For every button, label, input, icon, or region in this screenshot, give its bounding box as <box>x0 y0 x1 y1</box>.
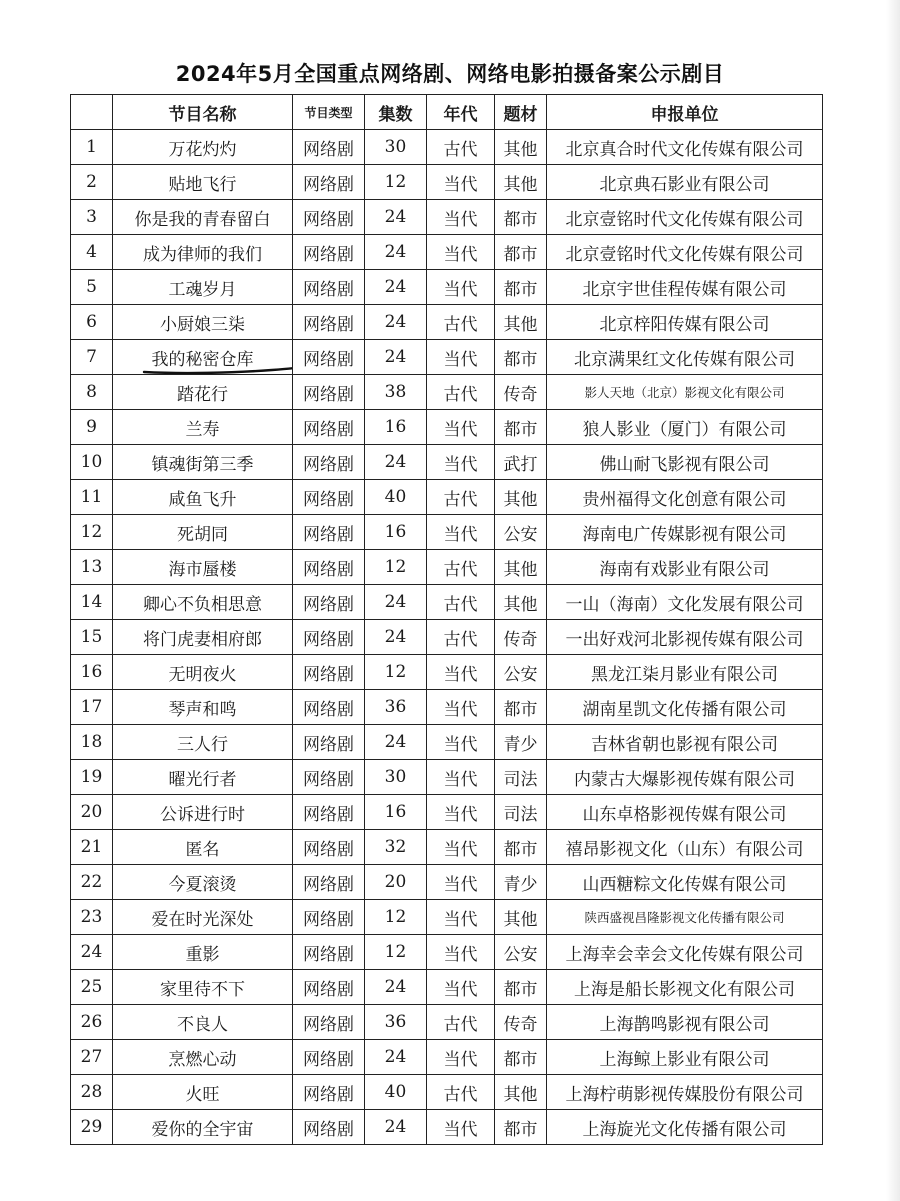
table-row <box>71 865 823 900</box>
cell-name <box>113 830 293 865</box>
cell-company: 吉林省朝也影视有限公司 <box>547 725 823 760</box>
cell-company: 北京梓阳传媒有限公司 <box>547 305 823 340</box>
header-episodes: 集数 <box>365 95 427 130</box>
cell-name <box>113 655 293 690</box>
cell-name <box>113 550 293 585</box>
cell-company: 狼人影业（厦门）有限公司 <box>547 410 823 445</box>
cell-genre: 都市 <box>495 970 547 1005</box>
cell-type: 网络剧 <box>293 1110 365 1145</box>
cell-name <box>113 900 293 935</box>
table-row <box>71 1075 823 1110</box>
table-row <box>71 585 823 620</box>
cell-era: 古代 <box>427 585 495 620</box>
cell-name <box>113 935 293 970</box>
cell-name <box>113 795 293 830</box>
cell-episodes: 12 <box>365 900 427 935</box>
table-row <box>71 340 823 375</box>
table-row <box>71 480 823 515</box>
cell-type: 网络剧 <box>293 970 365 1005</box>
cell-era: 当代 <box>427 200 495 235</box>
cell-era: 当代 <box>427 970 495 1005</box>
cell-index: 21 <box>71 830 113 865</box>
cell-name <box>113 865 293 900</box>
cell-index: 7 <box>71 340 113 375</box>
table-row <box>71 760 823 795</box>
cell-company: 一出好戏河北影视传媒有限公司 <box>547 620 823 655</box>
cell-episodes: 12 <box>365 655 427 690</box>
cell-type: 网络剧 <box>293 340 365 375</box>
cell-genre: 传奇 <box>495 620 547 655</box>
cell-episodes: 24 <box>365 340 427 375</box>
table-row <box>71 165 823 200</box>
title-text: 小厨娘三柒 <box>160 314 245 335</box>
cell-episodes: 24 <box>365 1110 427 1145</box>
cell-episodes: 38 <box>365 375 427 410</box>
cell-type: 网络剧 <box>293 935 365 970</box>
cell-episodes: 12 <box>365 935 427 970</box>
cell-company: 上海旋光文化传播有限公司 <box>547 1110 823 1145</box>
cell-episodes: 16 <box>365 795 427 830</box>
cell-era: 古代 <box>427 130 495 165</box>
cell-index: 2 <box>71 165 113 200</box>
cell-episodes: 12 <box>365 550 427 585</box>
table-row <box>71 550 823 585</box>
cell-name <box>113 480 293 515</box>
title-text: 无明夜火 <box>168 664 237 685</box>
title-text: 爱你的全宇宙 <box>151 1119 254 1140</box>
cell-name <box>113 970 293 1005</box>
title-text: 万花灼灼 <box>168 139 237 160</box>
cell-episodes: 24 <box>365 585 427 620</box>
table-row <box>71 445 823 480</box>
table-row <box>71 620 823 655</box>
cell-name <box>113 1075 293 1110</box>
cell-index: 20 <box>71 795 113 830</box>
cell-name <box>113 760 293 795</box>
cell-name <box>113 725 293 760</box>
cell-type: 网络剧 <box>293 830 365 865</box>
table-row <box>71 830 823 865</box>
cell-name <box>113 620 293 655</box>
cell-era: 当代 <box>427 165 495 200</box>
cell-type: 网络剧 <box>293 725 365 760</box>
cell-index: 22 <box>71 865 113 900</box>
cell-index: 1 <box>71 130 113 165</box>
title-text: 曜光行者 <box>168 769 237 790</box>
title-text: 今夏滚烫 <box>168 874 237 895</box>
cell-episodes: 24 <box>365 305 427 340</box>
cell-company: 湖南星凯文化传播有限公司 <box>547 690 823 725</box>
table-row <box>71 235 823 270</box>
cell-genre: 其他 <box>495 585 547 620</box>
cell-episodes: 16 <box>365 410 427 445</box>
cell-type: 网络剧 <box>293 655 365 690</box>
cell-index: 16 <box>71 655 113 690</box>
cell-company: 北京典石影业有限公司 <box>547 165 823 200</box>
cell-company: 陕西盛视昌隆影视文化传播有限公司 <box>547 900 823 935</box>
title-text: 将门虎妻相府郎 <box>143 629 262 650</box>
cell-index: 9 <box>71 410 113 445</box>
cell-name <box>113 270 293 305</box>
cell-type: 网络剧 <box>293 900 365 935</box>
cell-name <box>113 340 293 375</box>
cell-index: 12 <box>71 515 113 550</box>
cell-genre: 都市 <box>495 1040 547 1075</box>
title-text: 我的秘密仓库 <box>152 345 254 370</box>
cell-episodes: 20 <box>365 865 427 900</box>
title-text: 家里待不下 <box>160 979 245 1000</box>
cell-company: 佛山耐飞影视有限公司 <box>547 445 823 480</box>
cell-era: 当代 <box>427 655 495 690</box>
cell-genre: 青少 <box>495 725 547 760</box>
cell-index: 17 <box>71 690 113 725</box>
cell-name <box>113 515 293 550</box>
cell-type: 网络剧 <box>293 1005 365 1040</box>
cell-name <box>113 165 293 200</box>
cell-type: 网络剧 <box>293 620 365 655</box>
cell-company: 内蒙古大爆影视传媒有限公司 <box>547 760 823 795</box>
cell-era: 古代 <box>427 1005 495 1040</box>
cell-company: 北京宇世佳程传媒有限公司 <box>547 270 823 305</box>
cell-index: 4 <box>71 235 113 270</box>
cell-company: 北京壹铭时代文化传媒有限公司 <box>547 235 823 270</box>
table-row <box>71 795 823 830</box>
cell-episodes: 24 <box>365 270 427 305</box>
cell-era: 当代 <box>427 1040 495 1075</box>
cell-company: 山西糖粽文化传媒有限公司 <box>547 865 823 900</box>
cell-genre: 青少 <box>495 865 547 900</box>
table-body <box>71 130 823 1145</box>
cell-genre: 其他 <box>495 550 547 585</box>
cell-name <box>113 1005 293 1040</box>
cell-index: 24 <box>71 935 113 970</box>
title-text: 爱在时光深处 <box>151 909 254 930</box>
cell-name <box>113 585 293 620</box>
cell-index: 3 <box>71 200 113 235</box>
cell-type: 网络剧 <box>293 200 365 235</box>
cell-type: 网络剧 <box>293 445 365 480</box>
cell-index: 10 <box>71 445 113 480</box>
cell-era: 当代 <box>427 900 495 935</box>
cell-index: 25 <box>71 970 113 1005</box>
cell-name <box>113 690 293 725</box>
cell-type: 网络剧 <box>293 305 365 340</box>
cell-era: 当代 <box>427 410 495 445</box>
cell-episodes: 30 <box>365 130 427 165</box>
cell-index: 14 <box>71 585 113 620</box>
cell-genre: 都市 <box>495 1110 547 1145</box>
cell-type: 网络剧 <box>293 1040 365 1075</box>
cell-company: 上海鹊鸣影视有限公司 <box>547 1005 823 1040</box>
cell-episodes: 32 <box>365 830 427 865</box>
table-row <box>71 970 823 1005</box>
cell-type: 网络剧 <box>293 165 365 200</box>
cell-company: 上海柠萌影视传媒股份有限公司 <box>547 1075 823 1110</box>
title-text: 三人行 <box>177 734 228 755</box>
cell-company: 海南有戏影业有限公司 <box>547 550 823 585</box>
table-row <box>71 200 823 235</box>
cell-type: 网络剧 <box>293 585 365 620</box>
cell-genre: 公安 <box>495 935 547 970</box>
cell-episodes: 12 <box>365 165 427 200</box>
filing-table <box>70 94 823 1145</box>
table-row <box>71 935 823 970</box>
title-text: 死胡同 <box>177 524 228 545</box>
cell-type: 网络剧 <box>293 270 365 305</box>
cell-era: 古代 <box>427 375 495 410</box>
cell-genre: 其他 <box>495 165 547 200</box>
cell-name <box>113 200 293 235</box>
title-text: 成为律师的我们 <box>143 244 262 265</box>
cell-genre: 都市 <box>495 830 547 865</box>
cell-era: 当代 <box>427 760 495 795</box>
table-row <box>71 375 823 410</box>
cell-type: 网络剧 <box>293 795 365 830</box>
cell-index: 5 <box>71 270 113 305</box>
cell-index: 11 <box>71 480 113 515</box>
cell-genre: 都市 <box>495 340 547 375</box>
cell-era: 当代 <box>427 935 495 970</box>
title-text: 烹燃心动 <box>168 1049 237 1070</box>
cell-index: 28 <box>71 1075 113 1110</box>
table-row <box>71 270 823 305</box>
cell-genre: 其他 <box>495 1075 547 1110</box>
cell-genre: 其他 <box>495 130 547 165</box>
cell-era: 当代 <box>427 865 495 900</box>
header-index <box>71 95 113 130</box>
cell-company: 禧昂影视文化（山东）有限公司 <box>547 830 823 865</box>
cell-genre: 公安 <box>495 515 547 550</box>
cell-episodes: 24 <box>365 200 427 235</box>
cell-episodes: 16 <box>365 515 427 550</box>
page-edge-shadow <box>886 0 900 1201</box>
cell-era: 当代 <box>427 340 495 375</box>
title-text: 咸鱼飞升 <box>168 489 237 510</box>
cell-genre: 都市 <box>495 410 547 445</box>
header-genre: 题材 <box>495 95 547 130</box>
cell-index: 13 <box>71 550 113 585</box>
title-text: 火旺 <box>185 1084 220 1105</box>
header-company: 申报单位 <box>547 95 823 130</box>
cell-genre: 都市 <box>495 690 547 725</box>
cell-genre: 公安 <box>495 655 547 690</box>
cell-episodes: 30 <box>365 760 427 795</box>
cell-index: 23 <box>71 900 113 935</box>
cell-era: 古代 <box>427 1075 495 1110</box>
cell-era: 当代 <box>427 270 495 305</box>
cell-era: 当代 <box>427 445 495 480</box>
cell-index: 6 <box>71 305 113 340</box>
table-row <box>71 410 823 445</box>
table-row <box>71 1040 823 1075</box>
cell-type: 网络剧 <box>293 410 365 445</box>
header-name: 节目名称 <box>113 95 293 130</box>
title-text: 兰寿 <box>185 419 220 440</box>
cell-index: 15 <box>71 620 113 655</box>
title-text: 不良人 <box>177 1014 228 1035</box>
cell-name <box>113 445 293 480</box>
cell-company: 北京真合时代文化传媒有限公司 <box>547 130 823 165</box>
cell-company: 上海幸会幸会文化传媒有限公司 <box>547 935 823 970</box>
cell-genre: 都市 <box>495 200 547 235</box>
cell-era: 古代 <box>427 620 495 655</box>
cell-company: 海南电广传媒影视有限公司 <box>547 515 823 550</box>
cell-era: 当代 <box>427 830 495 865</box>
title-text: 贴地飞行 <box>168 174 237 195</box>
cell-genre: 其他 <box>495 900 547 935</box>
title-text: 卿心不负相思意 <box>143 594 262 615</box>
cell-name <box>113 1110 293 1145</box>
cell-episodes: 40 <box>365 480 427 515</box>
cell-genre: 司法 <box>495 760 547 795</box>
cell-type: 网络剧 <box>293 865 365 900</box>
cell-company: 贵州福得文化创意有限公司 <box>547 480 823 515</box>
cell-type: 网络剧 <box>293 480 365 515</box>
cell-era: 当代 <box>427 235 495 270</box>
handwritten-underline-mark <box>142 364 293 375</box>
cell-type: 网络剧 <box>293 550 365 585</box>
title-text: 琴声和鸣 <box>168 699 237 720</box>
cell-episodes: 24 <box>365 445 427 480</box>
cell-genre: 司法 <box>495 795 547 830</box>
table-row <box>71 900 823 935</box>
cell-era: 古代 <box>427 550 495 585</box>
cell-episodes: 24 <box>365 725 427 760</box>
cell-name <box>113 410 293 445</box>
table-row <box>71 515 823 550</box>
cell-episodes: 36 <box>365 690 427 725</box>
cell-genre: 传奇 <box>495 375 547 410</box>
cell-episodes: 24 <box>365 235 427 270</box>
cell-index: 19 <box>71 760 113 795</box>
cell-index: 18 <box>71 725 113 760</box>
cell-company: 北京满果红文化传媒有限公司 <box>547 340 823 375</box>
cell-genre: 武打 <box>495 445 547 480</box>
table-row <box>71 305 823 340</box>
cell-type: 网络剧 <box>293 375 365 410</box>
cell-company: 上海是船长影视文化有限公司 <box>547 970 823 1005</box>
cell-era: 当代 <box>427 515 495 550</box>
cell-index: 27 <box>71 1040 113 1075</box>
cell-type: 网络剧 <box>293 760 365 795</box>
cell-era: 古代 <box>427 305 495 340</box>
title-text: 海市蜃楼 <box>168 559 237 580</box>
cell-index: 8 <box>71 375 113 410</box>
header-type: 节目类型 <box>293 95 365 130</box>
cell-name <box>113 1040 293 1075</box>
cell-name <box>113 235 293 270</box>
cell-era: 古代 <box>427 480 495 515</box>
title-text: 公诉进行时 <box>160 804 245 825</box>
table-row <box>71 1110 823 1145</box>
cell-episodes: 24 <box>365 1040 427 1075</box>
cell-index: 26 <box>71 1005 113 1040</box>
cell-company: 上海鲸上影业有限公司 <box>547 1040 823 1075</box>
cell-name <box>113 130 293 165</box>
cell-era: 当代 <box>427 1110 495 1145</box>
title-text: 你是我的青春留白 <box>134 209 271 230</box>
title-text: 重影 <box>185 944 220 965</box>
page-title: 2024年5月全国重点网络剧、网络电影拍摄备案公示剧目 <box>175 62 725 86</box>
cell-name <box>113 305 293 340</box>
title-text: 镇魂街第三季 <box>151 454 254 475</box>
cell-company: 一山（海南）文化发展有限公司 <box>547 585 823 620</box>
cell-episodes: 40 <box>365 1075 427 1110</box>
table-row <box>71 1005 823 1040</box>
title-text: 踏花行 <box>177 384 228 405</box>
cell-genre: 都市 <box>495 235 547 270</box>
cell-type: 网络剧 <box>293 690 365 725</box>
cell-episodes: 36 <box>365 1005 427 1040</box>
cell-type: 网络剧 <box>293 515 365 550</box>
cell-company: 影人天地（北京）影视文化有限公司 <box>547 375 823 410</box>
cell-genre: 传奇 <box>495 1005 547 1040</box>
cell-company: 山东卓格影视传媒有限公司 <box>547 795 823 830</box>
table-row <box>71 690 823 725</box>
cell-genre: 其他 <box>495 305 547 340</box>
header-row <box>71 95 823 130</box>
cell-era: 当代 <box>427 725 495 760</box>
cell-genre: 其他 <box>495 480 547 515</box>
header-era: 年代 <box>427 95 495 130</box>
table-row <box>71 655 823 690</box>
cell-type: 网络剧 <box>293 1075 365 1110</box>
cell-type: 网络剧 <box>293 130 365 165</box>
table-row <box>71 130 823 165</box>
cell-episodes: 24 <box>365 970 427 1005</box>
cell-era: 当代 <box>427 795 495 830</box>
title-text: 匿名 <box>185 839 220 860</box>
cell-type: 网络剧 <box>293 235 365 270</box>
cell-episodes: 24 <box>365 620 427 655</box>
cell-index: 29 <box>71 1110 113 1145</box>
cell-genre: 都市 <box>495 270 547 305</box>
title-text: 工魂岁月 <box>168 279 237 300</box>
cell-name <box>113 375 293 410</box>
cell-company: 黑龙江柒月影业有限公司 <box>547 655 823 690</box>
table-row <box>71 725 823 760</box>
cell-company: 北京壹铭时代文化传媒有限公司 <box>547 200 823 235</box>
cell-era: 当代 <box>427 690 495 725</box>
